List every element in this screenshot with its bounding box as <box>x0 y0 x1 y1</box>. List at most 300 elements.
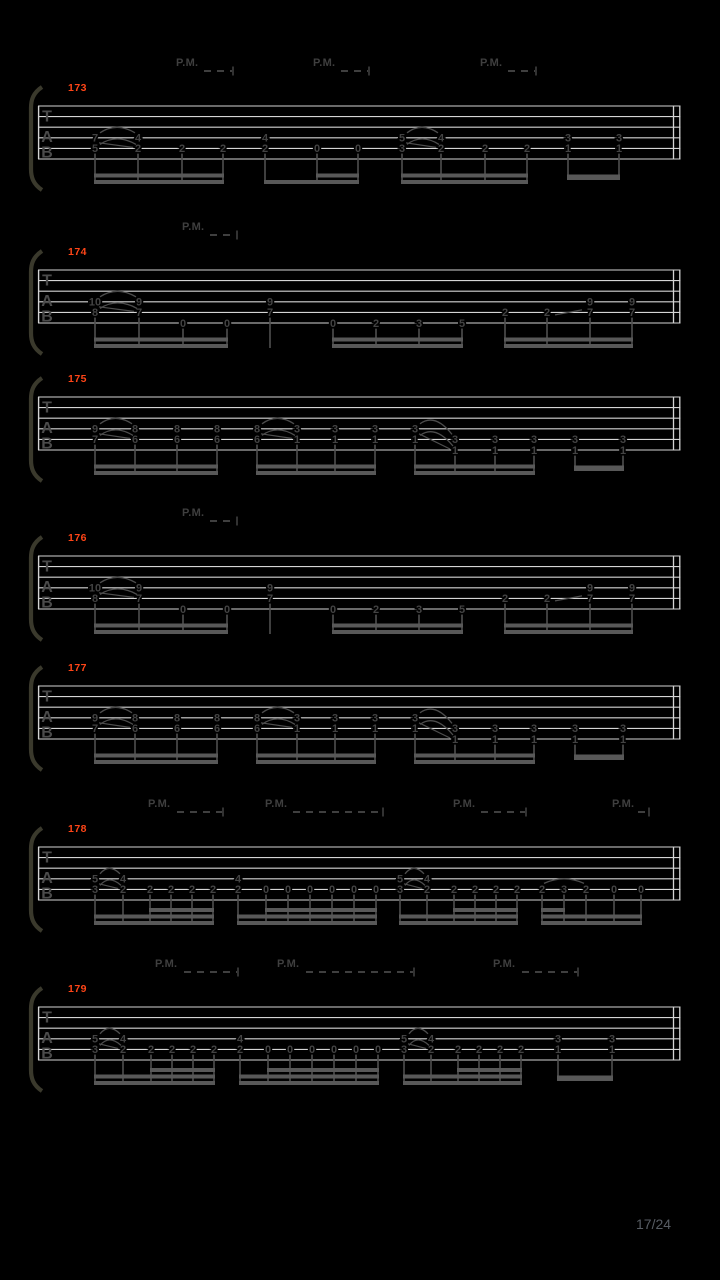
beam <box>264 180 359 184</box>
fret-number: 8 <box>91 307 99 320</box>
fret-number: 3 <box>293 712 301 725</box>
slide-arc <box>409 1028 428 1034</box>
clef-letter: A <box>41 129 53 146</box>
fret-number: 8 <box>213 423 221 436</box>
fret-number: 1 <box>451 444 459 457</box>
fret-number: 8 <box>173 423 181 436</box>
palm-mute-label: P.M. <box>480 57 503 69</box>
fret-number: 0 <box>313 143 321 156</box>
beam <box>94 754 218 758</box>
beam <box>94 180 224 184</box>
fret-number: 8 <box>213 712 221 725</box>
slide-arc <box>100 868 120 874</box>
fret-number: 3 <box>396 884 404 897</box>
fret-number: 2 <box>219 143 227 156</box>
palm-mute-label: P.M. <box>265 798 288 810</box>
palm-mute-label: P.M. <box>277 958 300 970</box>
fret-number: 3 <box>411 423 419 436</box>
beam <box>94 338 228 342</box>
fret-number: 2 <box>178 143 186 156</box>
slide-arc <box>100 1028 120 1034</box>
fret-number: 1 <box>530 733 538 746</box>
fret-number: 0 <box>374 1044 382 1057</box>
slide-line <box>99 1044 118 1049</box>
beam <box>574 755 624 761</box>
fret-number: 1 <box>331 723 339 736</box>
clef-letter: A <box>41 420 53 437</box>
fret-number: 2 <box>471 884 479 897</box>
beam <box>94 174 224 178</box>
fret-number: 9 <box>135 296 143 309</box>
measure-number: 174 <box>68 246 88 258</box>
fret-number: 1 <box>371 434 379 447</box>
clef-letter: B <box>41 724 53 742</box>
palm-mute-label: P.M. <box>493 958 516 970</box>
measure-174 <box>31 221 681 354</box>
fret-number: 3 <box>608 1033 616 1046</box>
fret-number: 4 <box>119 1033 127 1046</box>
fret-number: 8 <box>131 423 139 436</box>
clef-letter: B <box>41 885 53 903</box>
beam <box>149 908 214 912</box>
fret-number: 2 <box>146 884 154 897</box>
beam <box>414 760 535 764</box>
fret-number: 2 <box>189 1044 197 1057</box>
fret-number: 0 <box>637 884 645 897</box>
beam <box>541 908 565 912</box>
palm-mute-label: P.M. <box>182 507 205 519</box>
slide-line <box>408 1044 426 1049</box>
beam <box>504 344 633 348</box>
slide-line <box>419 434 450 449</box>
clef-letter: B <box>41 308 53 326</box>
fret-number: 5 <box>91 1033 99 1046</box>
fret-number: 0 <box>308 1044 316 1057</box>
fret-number: 3 <box>398 143 406 156</box>
fret-number: 9 <box>91 423 99 436</box>
fret-number: 2 <box>236 1044 244 1057</box>
fret-number: 0 <box>328 884 336 897</box>
fret-number: 3 <box>415 603 423 616</box>
measure-178 <box>31 798 681 931</box>
fret-number: 4 <box>236 1033 244 1046</box>
fret-number: 3 <box>451 723 459 736</box>
fret-number: 1 <box>371 723 379 736</box>
beam <box>94 465 218 469</box>
clef-letter: T <box>42 108 52 126</box>
beam <box>504 630 633 634</box>
beam <box>414 471 535 475</box>
beam <box>574 466 624 472</box>
beam <box>332 624 463 628</box>
fret-number: 3 <box>371 712 379 725</box>
fret-number: 0 <box>179 317 187 330</box>
beam <box>256 465 376 469</box>
fret-number: 6 <box>173 434 181 447</box>
fret-number: 2 <box>147 1044 155 1057</box>
fret-number: 3 <box>564 132 572 145</box>
clef-letter: T <box>42 558 52 576</box>
beam <box>567 175 620 181</box>
fret-number: 1 <box>451 733 459 746</box>
fret-number: 4 <box>261 132 269 145</box>
fret-number: 2 <box>450 884 458 897</box>
beam <box>453 908 518 912</box>
fret-number: 2 <box>501 307 509 320</box>
fret-number: 2 <box>496 1044 504 1057</box>
fret-number: 8 <box>131 712 139 725</box>
fret-number: 3 <box>571 434 579 447</box>
fret-number: 9 <box>266 582 274 595</box>
beam <box>237 915 377 919</box>
fret-number: 2 <box>188 884 196 897</box>
slide-line <box>99 143 133 148</box>
fret-number: 2 <box>437 143 445 156</box>
palm-mute-label: P.M. <box>313 57 336 69</box>
slide-arc <box>405 868 424 874</box>
fret-number: 3 <box>371 423 379 436</box>
beam <box>401 174 528 178</box>
fret-number: 1 <box>564 143 572 156</box>
clef-letter: B <box>41 144 53 162</box>
beam <box>399 921 518 925</box>
slide-line <box>404 884 422 889</box>
fret-number: 5 <box>91 873 99 886</box>
slide-arc <box>100 418 132 424</box>
slide-arc <box>407 127 438 133</box>
fret-number: 1 <box>571 444 579 457</box>
fret-number: 8 <box>253 712 261 725</box>
fret-number: 0 <box>264 1044 272 1057</box>
measure-176 <box>31 507 681 640</box>
slide-line <box>261 434 292 439</box>
slide-line <box>406 143 436 148</box>
fret-number: 2 <box>119 884 127 897</box>
clef-letter: B <box>41 435 53 453</box>
fret-number: 1 <box>411 434 419 447</box>
beam <box>150 1068 215 1072</box>
fret-number: 0 <box>286 1044 294 1057</box>
fret-number: 4 <box>423 873 431 886</box>
fret-number: 1 <box>293 723 301 736</box>
fret-number: 1 <box>615 143 623 156</box>
fret-number: 6 <box>253 434 261 447</box>
fret-number: 7 <box>628 307 636 320</box>
slide-line <box>99 884 118 889</box>
fret-number: 1 <box>491 444 499 457</box>
fret-number: 2 <box>261 143 269 156</box>
clef-letter: T <box>42 849 52 867</box>
fret-number: 7 <box>586 593 594 606</box>
clef-letter: T <box>42 399 52 417</box>
fret-number: 2 <box>427 1044 435 1057</box>
palm-mute-label: P.M. <box>182 221 205 233</box>
fret-number: 7 <box>91 132 99 145</box>
fret-number: 2 <box>513 884 521 897</box>
slide-arc <box>420 432 453 446</box>
slide-line <box>99 593 134 598</box>
fret-number: 3 <box>451 434 459 447</box>
fret-number: 2 <box>210 1044 218 1057</box>
fret-number: 3 <box>293 423 301 436</box>
fret-number: 2 <box>372 603 380 616</box>
fret-number: 5 <box>91 143 99 156</box>
slide-line <box>99 307 134 312</box>
clef-letter: A <box>41 293 53 310</box>
beam <box>457 1068 522 1072</box>
fret-number: 2 <box>454 1044 462 1057</box>
measure-number: 175 <box>68 373 88 385</box>
slide-line <box>99 434 130 439</box>
fret-number: 5 <box>458 603 466 616</box>
clef-letter: T <box>42 1009 52 1027</box>
beam <box>94 921 214 925</box>
clef-letter: B <box>41 1045 53 1063</box>
slide-line <box>99 723 130 728</box>
fret-number: 9 <box>586 582 594 595</box>
fret-number: 3 <box>91 1044 99 1057</box>
beam <box>94 1081 215 1085</box>
fret-number: 9 <box>628 296 636 309</box>
fret-number: 4 <box>234 873 242 886</box>
beam <box>557 1076 613 1082</box>
fret-number: 3 <box>415 317 423 330</box>
fret-number: 7 <box>586 307 594 320</box>
measure-number: 177 <box>68 662 88 674</box>
fret-number: 2 <box>481 143 489 156</box>
fret-number: 5 <box>398 132 406 145</box>
fret-number: 0 <box>352 1044 360 1057</box>
beam <box>414 465 535 469</box>
fret-number: 4 <box>437 132 445 145</box>
fret-number: 10 <box>88 296 102 309</box>
fret-number: 2 <box>209 884 217 897</box>
fret-number: 2 <box>517 1044 525 1057</box>
beam <box>94 624 228 628</box>
beam <box>94 760 218 764</box>
fret-number: 2 <box>119 1044 127 1057</box>
fret-number: 7 <box>266 307 274 320</box>
fret-number: 3 <box>619 723 627 736</box>
fret-number: 10 <box>88 582 102 595</box>
fret-number: 4 <box>427 1033 435 1046</box>
beam <box>94 344 228 348</box>
fret-number: 0 <box>372 884 380 897</box>
legato-arc <box>544 879 584 884</box>
measure-175 <box>31 373 681 481</box>
slide-arc <box>420 721 453 735</box>
fret-number: 6 <box>213 434 221 447</box>
slide-arc <box>100 707 132 713</box>
fret-number: 7 <box>628 593 636 606</box>
fret-number: 2 <box>543 593 551 606</box>
fret-number: 4 <box>134 132 142 145</box>
fret-number: 2 <box>492 884 500 897</box>
fret-number: 2 <box>234 884 242 897</box>
measure-number: 173 <box>68 82 88 94</box>
fret-number: 2 <box>167 884 175 897</box>
beam <box>541 915 642 919</box>
fret-number: 3 <box>530 723 538 736</box>
fret-number: 0 <box>179 603 187 616</box>
page-indicator: 17/24 <box>636 1216 672 1232</box>
beam <box>504 624 633 628</box>
beam <box>94 1075 215 1079</box>
fret-number: 5 <box>396 873 404 886</box>
fret-number: 2 <box>543 307 551 320</box>
fret-number: 3 <box>400 1044 408 1057</box>
fret-number: 9 <box>628 582 636 595</box>
fret-number: 2 <box>475 1044 483 1057</box>
measure-177 <box>31 662 681 770</box>
palm-mute-label: P.M. <box>453 798 476 810</box>
beam <box>504 338 633 342</box>
fret-number: 1 <box>293 434 301 447</box>
fret-number: 3 <box>411 712 419 725</box>
fret-number: 0 <box>329 317 337 330</box>
clef-letter: T <box>42 272 52 290</box>
measure-173 <box>31 57 681 190</box>
beam <box>256 754 376 758</box>
fret-number: 0 <box>262 884 270 897</box>
fret-number: 3 <box>491 434 499 447</box>
fret-number: 1 <box>491 733 499 746</box>
slide-arc <box>262 418 294 424</box>
fret-number: 1 <box>331 434 339 447</box>
beam <box>332 338 463 342</box>
fret-number: 3 <box>91 884 99 897</box>
fret-number: 9 <box>266 296 274 309</box>
beam <box>256 760 376 764</box>
fret-number: 2 <box>538 884 546 897</box>
fret-number: 3 <box>331 423 339 436</box>
fret-number: 1 <box>619 444 627 457</box>
palm-mute-label: P.M. <box>148 798 171 810</box>
fret-number: 2 <box>501 593 509 606</box>
fret-number: 3 <box>331 712 339 725</box>
measure-number: 176 <box>68 532 88 544</box>
fret-number: 9 <box>91 712 99 725</box>
fret-number: 7 <box>135 593 143 606</box>
fret-number: 0 <box>306 884 314 897</box>
beam <box>94 915 214 919</box>
measure-number: 178 <box>68 823 88 835</box>
fret-number: 1 <box>530 444 538 457</box>
clef-letter: A <box>41 579 53 596</box>
beam <box>414 754 535 758</box>
fret-number: 8 <box>173 712 181 725</box>
beam <box>239 1081 379 1085</box>
fret-number: 2 <box>134 143 142 156</box>
fret-number: 2 <box>523 143 531 156</box>
slide-arc <box>100 291 136 297</box>
measure-number: 179 <box>68 983 88 995</box>
measure-179 <box>31 958 681 1091</box>
beam <box>237 921 377 925</box>
fret-number: 6 <box>131 723 139 736</box>
fret-number: 7 <box>266 593 274 606</box>
palm-mute-label: P.M. <box>612 798 635 810</box>
fret-number: 8 <box>253 423 261 436</box>
clef-letter: A <box>41 709 53 726</box>
beam <box>401 180 528 184</box>
beam <box>256 471 376 475</box>
fret-number: 5 <box>400 1033 408 1046</box>
fret-number: 3 <box>560 884 568 897</box>
beam <box>403 1075 522 1079</box>
clef-letter: B <box>41 594 53 612</box>
fret-number: 3 <box>571 723 579 736</box>
beam <box>239 1075 379 1079</box>
fret-number: 4 <box>119 873 127 886</box>
beam <box>399 915 518 919</box>
fret-number: 0 <box>610 884 618 897</box>
palm-mute-label: P.M. <box>176 57 199 69</box>
palm-mute-label: P.M. <box>155 958 178 970</box>
fret-number: 3 <box>619 434 627 447</box>
fret-number: 0 <box>284 884 292 897</box>
fret-number: 1 <box>554 1044 562 1057</box>
clef-letter: A <box>41 870 53 887</box>
fret-number: 1 <box>619 733 627 746</box>
beam <box>267 1068 379 1072</box>
fret-number: 6 <box>173 723 181 736</box>
fret-number: 3 <box>554 1033 562 1046</box>
fret-number: 3 <box>491 723 499 736</box>
clef-letter: T <box>42 688 52 706</box>
fret-number: 1 <box>411 723 419 736</box>
slide-arc <box>262 707 294 713</box>
fret-number: 7 <box>91 723 99 736</box>
beam <box>94 471 218 475</box>
fret-number: 0 <box>223 603 231 616</box>
fret-number: 9 <box>586 296 594 309</box>
slide-arc <box>100 127 135 133</box>
beam <box>94 630 228 634</box>
fret-number: 6 <box>131 434 139 447</box>
fret-number: 1 <box>571 733 579 746</box>
fret-number: 0 <box>350 884 358 897</box>
fret-number: 2 <box>168 1044 176 1057</box>
slide-arc <box>100 577 136 583</box>
fret-number: 3 <box>615 132 623 145</box>
fret-number: 6 <box>253 723 261 736</box>
fret-number: 2 <box>582 884 590 897</box>
beam <box>332 344 463 348</box>
fret-number: 6 <box>213 723 221 736</box>
slide-line <box>261 723 292 728</box>
beam <box>265 908 377 912</box>
fret-number: 7 <box>135 307 143 320</box>
fret-number: 9 <box>135 582 143 595</box>
fret-number: 0 <box>223 317 231 330</box>
fret-number: 7 <box>91 434 99 447</box>
slide-line <box>419 723 450 738</box>
beam <box>403 1081 522 1085</box>
clef-letter: A <box>41 1030 53 1047</box>
beam <box>541 921 642 925</box>
fret-number: 5 <box>458 317 466 330</box>
fret-number: 2 <box>372 317 380 330</box>
fret-number: 0 <box>354 143 362 156</box>
beam <box>332 630 463 634</box>
fret-number: 0 <box>330 1044 338 1057</box>
fret-number: 1 <box>608 1044 616 1057</box>
beam <box>316 174 359 178</box>
fret-number: 0 <box>329 603 337 616</box>
fret-number: 2 <box>423 884 431 897</box>
fret-number: 8 <box>91 593 99 606</box>
